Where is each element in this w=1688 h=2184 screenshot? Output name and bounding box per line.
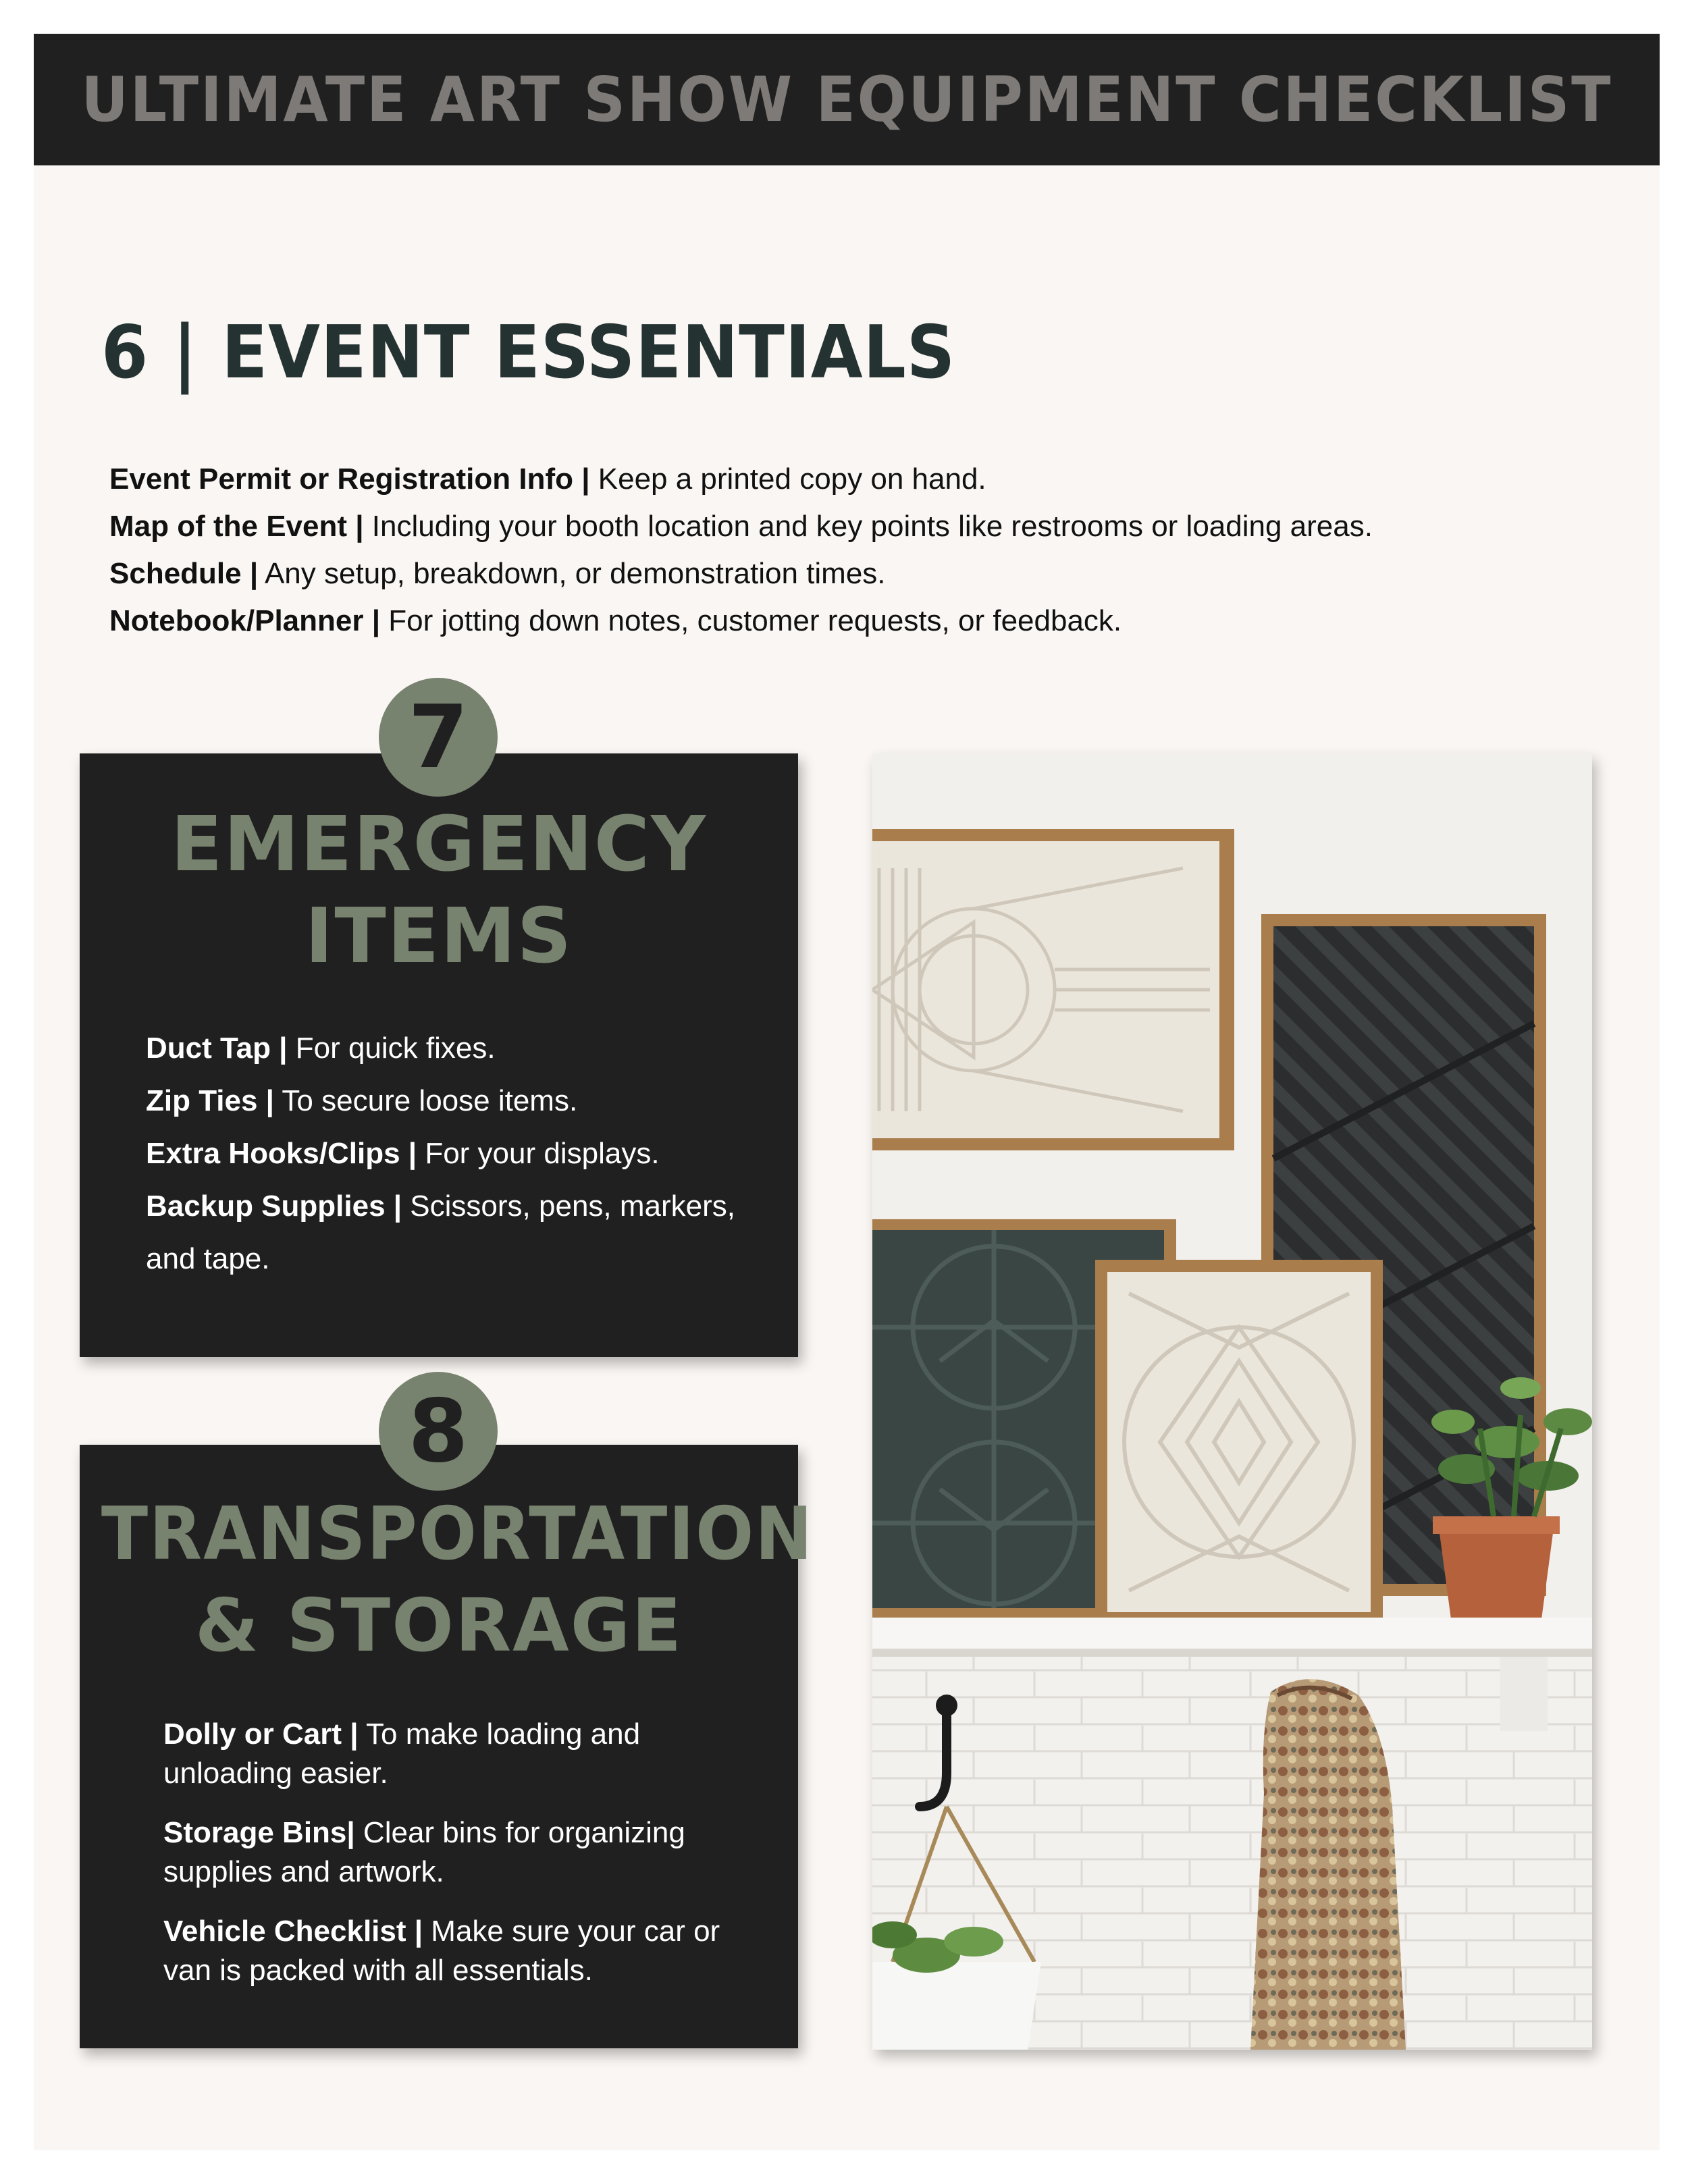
list-item [109,503,1527,550]
item-desc: Including your booth location and key points like restrooms or loading areas. [363,510,1373,543]
list-item [109,456,1527,503]
item-desc: Any setup, breakdown, or demonstration times. [258,557,886,590]
section-number-badge: 7 [379,678,498,797]
list-item [146,1075,740,1127]
item-desc: Scissors, pens, markers, and tape. [146,1190,735,1275]
item-desc: To make loading and unloading easier. [163,1717,641,1790]
item-term: Storage Bins| [163,1816,355,1849]
emergency-items-list [146,1022,740,1285]
art-display-photo [872,753,1592,2050]
item-desc: Clear bins for organizing supplies and artwork. [163,1816,685,1888]
emergency-items-panel [80,753,798,1357]
list-item [163,1912,744,1990]
item-term: Notebook/Planner | [109,604,381,637]
item-term: Schedule | [109,557,259,590]
list-item [146,1180,740,1285]
header-bar [34,34,1660,165]
item-term: Extra Hooks/Clips | [146,1137,417,1170]
panel-title: & STORAGE [194,1584,683,1668]
list-item [146,1022,740,1075]
panel-title: EMERGENCY [170,801,708,888]
transportation-storage-panel [80,1445,814,2048]
item-desc: Make sure your car or van is packed with all essentials. [163,1915,720,1987]
list-item [163,1715,744,1793]
item-desc: Keep a printed copy on hand. [589,462,986,496]
list-item [109,597,1527,645]
item-term: Vehicle Checklist | [163,1915,423,1948]
item-desc: For quick fixes. [287,1032,496,1065]
event-essentials-list [109,456,1527,645]
list-item [163,1813,744,1892]
item-term: Event Permit or Registration Info | [109,462,590,496]
item-desc: To secure loose items. [274,1084,578,1117]
item-desc: For your displays. [417,1137,660,1170]
panel-title: ITEMS [305,893,573,980]
item-desc: For jotting down notes, customer requests, or feedback. [380,604,1122,637]
page [34,34,1660,2150]
item-term: Backup Supplies | [146,1190,402,1223]
item-term: Map of the Event | [109,510,364,543]
item-term: Dolly or Cart | [163,1717,359,1751]
section-6-heading: 6 | EVENT ESSENTIALS [101,311,956,395]
list-item [109,550,1527,597]
item-term: Duct Tap | [146,1032,288,1065]
photo-illustration [872,753,1592,2050]
section-number-badge: 8 [379,1372,498,1491]
list-item [146,1127,740,1180]
panel-title: TRANSPORTATION [101,1492,814,1576]
page-title: ULTIMATE ART SHOW EQUIPMENT CHECKLIST [81,63,1612,136]
transportation-storage-list [163,1715,744,2010]
item-term: Zip Ties | [146,1084,274,1117]
